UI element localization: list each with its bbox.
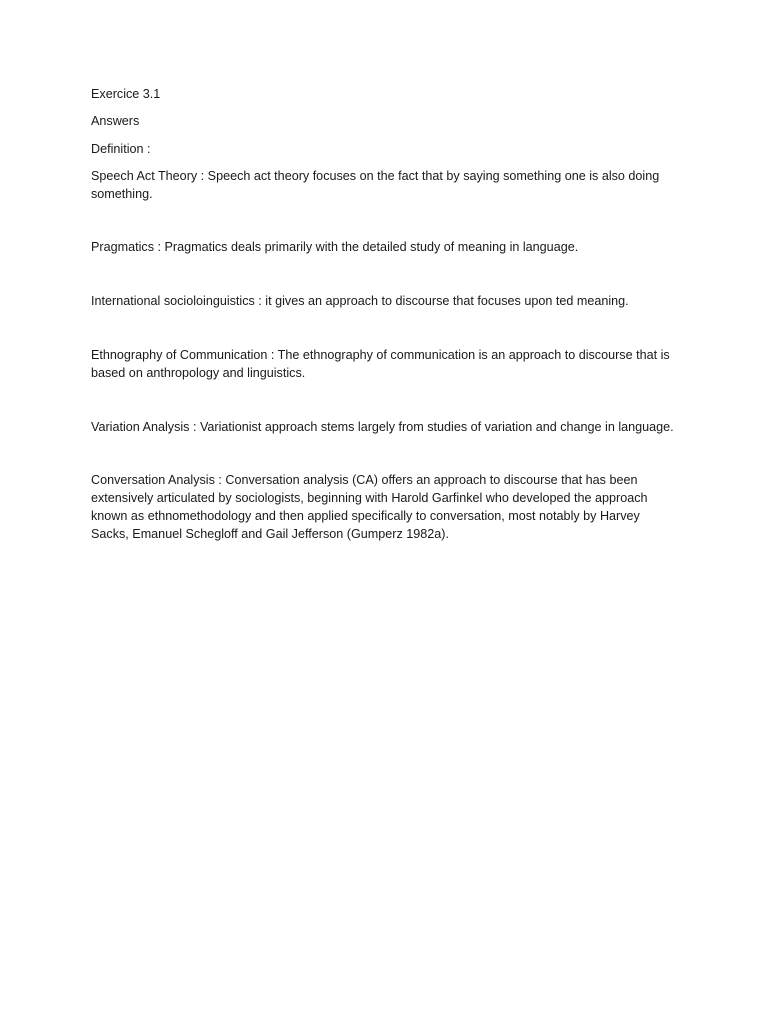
definition-conversation-analysis: Conversation Analysis : Conversation analysis (CA) offers an approach to discourse that has been extensively articulated by sociologists, beginning with Harold Garfinkel who developed the approach known as ethnomethodology and then applied specifically to conversation, most notably by Harvey Sacks, Emanuel Schegloff and Gail Jefferson (Gumperz 1982a). [91, 473, 648, 541]
definition-ethnography-of-communication: Ethnography of Communication : The ethnography of communication is an approach to discourse that is based on anthropology and linguistics. [91, 348, 670, 380]
definition-pragmatics: Pragmatics : Pragmatics deals primarily with the detailed study of meaning in language. [91, 240, 579, 255]
document-body [91, 86, 681, 544]
definition-speech-act-theory: Speech Act Theory : Speech act theory focuses on the fact that by saying something one is also doing something. [91, 168, 660, 201]
answers-heading: Answers [91, 114, 140, 129]
exercise-title: Exercice 3.1 [91, 87, 161, 101]
definition-variation-analysis: Variation Analysis : Variationist approach stems largely from studies of variation and change in language. [91, 419, 674, 434]
definition-heading: Definition : [91, 141, 151, 156]
definition-international-sociolinguistics: International socioloinguistics : it gives an approach to discourse that focuses upon ted meaning. [91, 294, 629, 309]
